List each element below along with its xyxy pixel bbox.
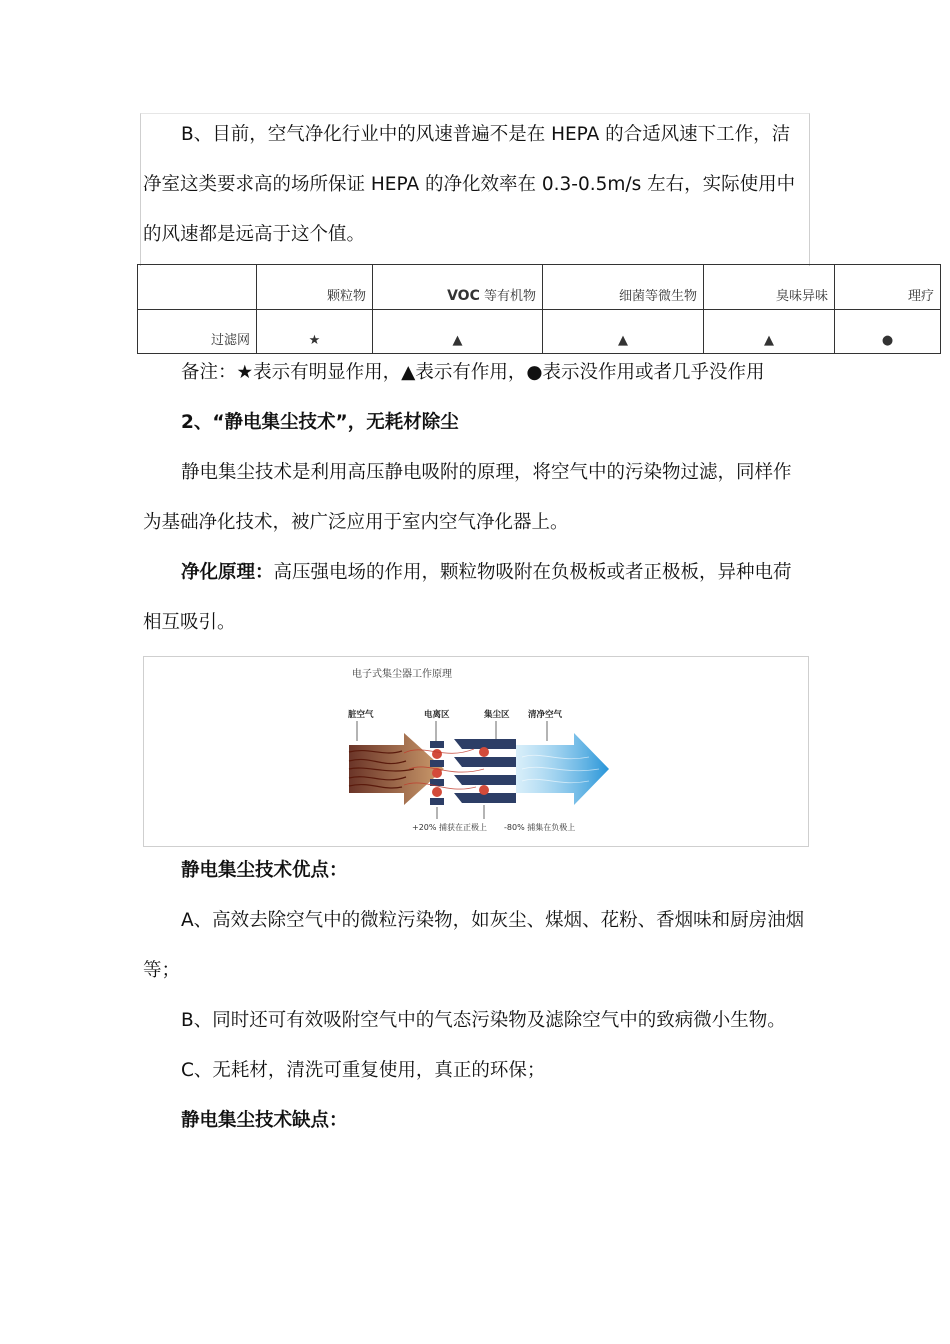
header-voc-text: 等有机物: [483, 289, 536, 304]
mark-particles: ★: [257, 310, 373, 354]
section-heading-electrostatic: 2、“静电集尘技术”，无耗材除尘: [181, 412, 459, 433]
row-label-filter: 过滤网: [138, 310, 257, 354]
header-particles: 颗粒物: [257, 265, 373, 310]
header-therapy: 理疗: [835, 265, 941, 310]
header-voc: [373, 265, 543, 310]
label-clean-air: 清净空气: [528, 710, 563, 720]
caption-positive: +20% 捕获在正极上: [412, 823, 488, 832]
label-ionization-zone: 电离区: [424, 710, 450, 720]
collection-zone: [454, 739, 516, 803]
disadvantages-heading: 静电集尘技术缺点：: [181, 1110, 348, 1131]
principle-label: 净化原理：: [181, 562, 274, 583]
paragraph-electrostatic-intro: 静电集尘技术是利用高压静电吸附的原理，将空气中的污染物过滤，同样作为基础净化技术，被广泛应用于室内空气净化器上。: [143, 462, 792, 533]
table-corner-cell: [138, 265, 257, 310]
label-collection-zone: 集尘区: [484, 710, 510, 720]
label-leaders: [357, 721, 547, 741]
dirty-air-arrow: [349, 733, 444, 805]
caption-leaders: [437, 805, 484, 819]
header-microbes: 细菌等微生物: [543, 265, 704, 310]
clean-air-arrow: [516, 733, 609, 805]
table-note: 备注：★表示有明显作用，▲表示有作用，●表示没作用或者几乎没作用: [181, 362, 765, 383]
mark-odor: ▲: [704, 310, 835, 354]
label-dirty-air: 脏空气: [348, 710, 374, 720]
header-odor: 臭味异味: [704, 265, 835, 310]
caption-negative: -80% 捕集在负极上: [504, 823, 576, 832]
paragraph-principle: [143, 548, 808, 648]
paragraph-b-hepa: B、目前，空气净化行业中的风速普遍不是在 HEPA 的合适风速下工作，洁净室这类要求高的场所保证 HEPA 的净化效率在 0.3-0.5m/s 左右，实际使用中的风速都是远高于这个值。: [143, 124, 796, 245]
advantages-heading: 静电集尘技术优点：: [181, 860, 348, 881]
advantage-item-b: B、同时还可有效吸附空气中的气态污染物及滤除空气中的致病微小生物。: [181, 1010, 786, 1031]
filter-effect-table: [137, 264, 941, 354]
table-row-filter: [138, 310, 941, 354]
mark-voc: ▲: [373, 310, 543, 354]
precipitator-diagram-svg: [144, 657, 808, 846]
advantage-item-c: C、无耗材，清洗可重复使用，真正的环保；: [181, 1060, 546, 1081]
ionization-zone: [430, 741, 444, 805]
precipitator-diagram: [143, 656, 809, 847]
header-voc-abbr: VOC: [447, 288, 480, 304]
diagram-title: 电子式集尘器工作原理: [352, 669, 452, 680]
mark-therapy: ●: [835, 310, 941, 354]
advantage-item-a: A、高效去除空气中的微粒污染物，如灰尘、煤烟、花粉、香烟味和厨房油烟等；: [143, 910, 805, 981]
mark-microbes: ▲: [543, 310, 704, 354]
principle-text: 高压强电场的作用，颗粒物吸附在负极板或者正极板，异种电荷相互吸引。: [143, 562, 792, 633]
table-header-row: [138, 265, 941, 310]
